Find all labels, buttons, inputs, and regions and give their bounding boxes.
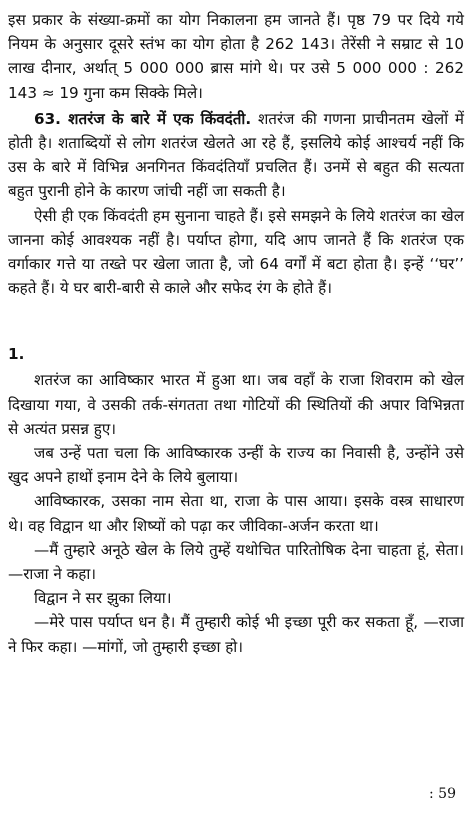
story-paragraph-2: जब उन्हें पता चला कि आविष्कारक उन्हीं के राज्य का निवासी है, उन्होंने उसे खुद अपने हाथों इनाम देने के लिये बुलाया। [8,444,464,487]
legend-explanation-paragraph: ऐसी ही एक किंवदंती हम सुनाना चाहते हैं। इसे समझने के लिये शतरंज का खेल जानना कोई आवश्यक नहीं है। पर्याप्त होगा, यदि आप जानते हैं कि शतरंज एक वर्गाकार गत्ते या तख्ते पर खेला जाता है, जो 64 वर्गों में बटा होता है। इन्हें ‘‘घर’’ कहते हैं। ये घर बारी-बारी से काले और सफेद रंग के होते हैं। [8,206,464,298]
section-number: 1. [8,345,25,364]
page-number: : 59 [429,786,456,802]
intro-paragraph: इस प्रकार के संख्या-क्रमों का योग निकालना हम जानते हैं। पृष्ठ 79 पर दिये गये नियम के अनुसार दूसरे स्तंभ का योग होता है 262 143। तेरेंसी ने सम्राट से 10 लाख दीनार, अर्थात् 5 000 000 ब्रास मांगे थे। पर उसे 5 000 000 : 262 143 ≈ 19 गुना कम सिक्के मिले। [8,11,464,102]
story-dialogue-1: —मैं तुम्हारे अनूठे खेल के लिये तुम्हें यथोचित पारितोषिक देना चाहता हूं, सेता। —राजा ने कहा। [8,540,464,584]
section-heading: 63. शतरंज के बारे में एक किंवदंती. [34,109,252,128]
story-dialogue-2: —मेरे पास पर्याप्त धन है। मैं तुम्हारी कोई भी इच्छा पूरी कर सकता हूँ, —राजा ने फिर कहा। —मांगों, जो तुम्हारी इच्छा हो। [8,613,464,656]
story-paragraph-1: शतरंज का आविष्कार भारत में हुआ था। जब वहाँ के राजा शिवराम को खेल दिखाया गया, वे उसकी तर्क-संगतता तथा गोटियों की स्थितियों की अपार विभिन्नता से अत्यंत प्रसन्न हुए। [8,371,464,438]
section-63-paragraph [8,107,464,204]
story-paragraph-4: विद्वान ने सर झुका लिया। [34,589,172,608]
section-intro-text: शतरंज की गणना प्राचीनतम खेलों में होती है। शताब्दियों से लोग शतरंज खेलते आ रहे हैं, इसलिये कोई आश्चर्य नहीं कि उस के बारे में विभिन्न अनगिनत किंवदंतियाँ प्रचलित हैं। उनमें से बहुत की सत्यता बहुत पुरानी होने के कारण जांची नहीं जा सकती है। [8,109,465,201]
story-paragraph-3: आविष्कारक, उसका नाम सेता था, राजा के पास आया। इसके वस्त्र साधारण थे। वह विद्वान था और शिष्यों को पढ़ा कर जीविका-अर्जन करता था। [8,492,464,535]
